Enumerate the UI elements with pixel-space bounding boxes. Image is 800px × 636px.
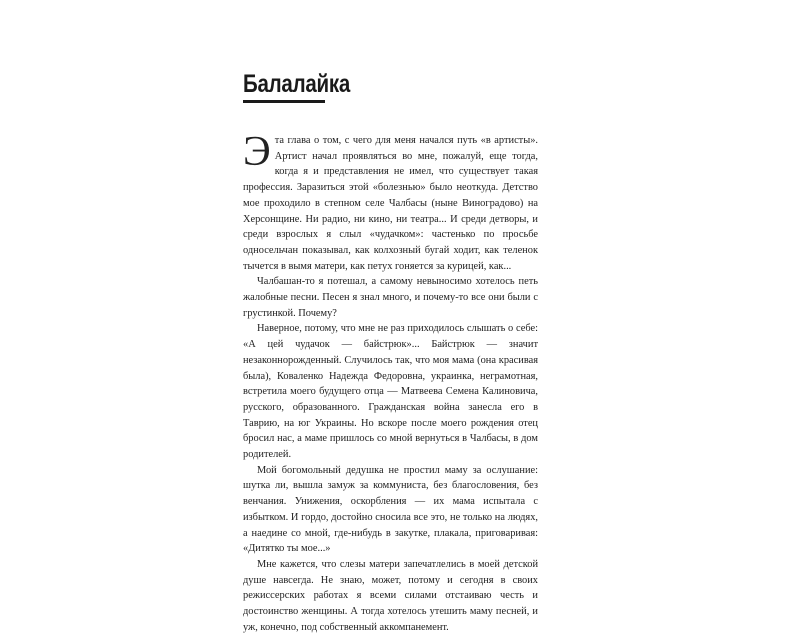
paragraph-1-text: та глава о том, с чего для меня начался путь «в артисты». Артист начал проявляться во мне, пожалуй, еще тогда, когда я и представления не имел, что существует такая профессия. Заразиться этой «болезнью» было неоткуда. Детство мое проходило в степном селе Чалбасы (ныне Виноградово) на Херсонщине. Ни радио, ни кино, ни театра... И среди детворы, и среди взрослых я слыл «чудачком»: частенько по просьбе односельчан показывал, как колхозный бугай ходит, как теленок тычется в вымя матери, как петух гоняется за курицей, как...: [243, 135, 538, 272]
drop-cap: Э: [243, 129, 271, 175]
paragraph-4: Мой богомольный дедушка не простил маму за ослушание: шутка ли, вышла замуж за коммуниста, без благословения, без венчания. Унижения, оскорбления — их мама испытала с избытком. И гордо, достойно сносила все это, не только на людях, а наедине со мной, где-нибудь в закутке, плакала, приговаривая: «Дитятко ты мое...»: [243, 464, 538, 555]
paragraph-2: Чалбашан-то я потешал, а самому невыносимо хотелось петь жалобные песни. Песен я знал много, и почему-то все они были с грустинкой. Почему?: [243, 276, 538, 319]
chapter-body: [243, 129, 538, 636]
title-underline: [243, 100, 325, 103]
paragraph-3: Наверное, потому, что мне не раз приходилось слышать о себе: «А цей чудачок — байстрюк»... Байстрюк — значит незаконнорожденный. Случилось так, что моя мама (она красивая была), Коваленко Надежда Федоровна, украинка, неграмотная, встретила моего будущего отца — Матвеева Семена Калиновича, русского, образованного. Гражданская война занесла его в Таврию, на юг Украины. Но вскоре после моего рождения отец бросил нас, а маме пришлось со мной вернуться в Чалбасы, в дом родителей.: [243, 323, 538, 461]
paragraph-1: [243, 129, 538, 274]
paragraph-5: Мне кажется, что слезы матери запечатлелись в моей детской душе навсегда. Не знаю, может, потому и сегодня в своих режиссерских работах я всеми силами отстаиваю честь и достоинство женщины. А тогда хотелось утешить маму песней, и уж, конечно, под собственный аккомпанемент.: [243, 558, 538, 633]
chapter-title: Балалайка: [243, 70, 351, 98]
